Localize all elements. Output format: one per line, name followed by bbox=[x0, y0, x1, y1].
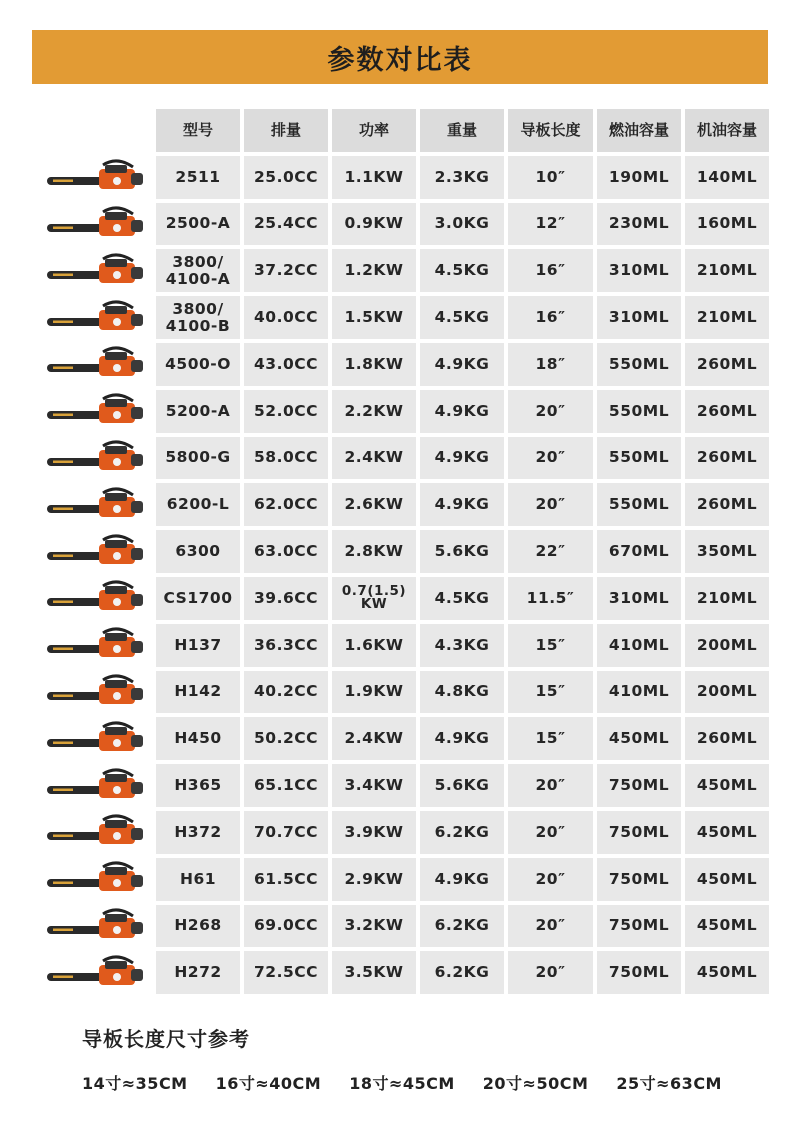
cell-fuel-capacity: 750ML bbox=[597, 858, 681, 901]
product-image bbox=[38, 296, 152, 339]
cell-displacement: 61.5CC bbox=[244, 858, 328, 901]
cell-fuel-capacity: 230ML bbox=[597, 203, 681, 246]
reference-item: 14寸≈35CM bbox=[82, 1074, 188, 1093]
cell-oil-capacity: 210ML bbox=[685, 577, 769, 620]
cell-oil-capacity: 260ML bbox=[685, 717, 769, 760]
cell-oil-capacity: 210ML bbox=[685, 296, 769, 339]
cell-bar-length: 20″ bbox=[508, 905, 593, 948]
cell-displacement: 58.0CC bbox=[244, 437, 328, 480]
cell-weight: 6.2KG bbox=[420, 905, 504, 948]
cell-power: 0.9KW bbox=[332, 203, 416, 246]
cell-bar-length: 18″ bbox=[508, 343, 593, 386]
cell-fuel-capacity: 550ML bbox=[597, 483, 681, 526]
cell-weight: 2.3KG bbox=[420, 156, 504, 199]
header-oil-capacity: 机油容量 bbox=[685, 109, 769, 152]
cell-bar-length: 16″ bbox=[508, 249, 593, 292]
title-banner bbox=[32, 30, 768, 84]
cell-model bbox=[156, 296, 240, 339]
cell-power: 2.4KW bbox=[332, 437, 416, 480]
cell-weight: 4.8KG bbox=[420, 671, 504, 714]
cell-model: H450 bbox=[156, 717, 240, 760]
cell-oil-capacity: 200ML bbox=[685, 624, 769, 667]
product-image bbox=[38, 249, 152, 292]
reference-item: 16寸≈40CM bbox=[215, 1074, 322, 1093]
chainsaw-icon bbox=[43, 438, 147, 478]
cell-bar-length: 15″ bbox=[508, 671, 593, 714]
cell-model: 5200-A bbox=[156, 390, 240, 433]
cell-power: 1.5KW bbox=[332, 296, 416, 339]
chainsaw-icon bbox=[43, 157, 147, 197]
model-name-line: 3800/ bbox=[172, 299, 224, 318]
cell-bar-length: 12″ bbox=[508, 203, 593, 246]
cell-weight: 4.9KG bbox=[420, 390, 504, 433]
cell-fuel-capacity: 450ML bbox=[597, 717, 681, 760]
cell-displacement: 25.4CC bbox=[244, 203, 328, 246]
cell-model: H268 bbox=[156, 905, 240, 948]
cell-displacement: 40.0CC bbox=[244, 296, 328, 339]
cell-bar-length: 16″ bbox=[508, 296, 593, 339]
reference-item: 20寸≈50CM bbox=[482, 1074, 589, 1093]
cell-displacement: 70.7CC bbox=[244, 811, 328, 854]
reference-item: 25寸≈63CM bbox=[616, 1074, 722, 1093]
product-image bbox=[38, 390, 152, 433]
cell-oil-capacity: 200ML bbox=[685, 671, 769, 714]
product-image bbox=[38, 343, 152, 386]
bar-length-reference-title: 导板长度尺寸参考 bbox=[82, 1027, 250, 1051]
cell-oil-capacity: 450ML bbox=[685, 764, 769, 807]
cell-model: 2500-A bbox=[156, 203, 240, 246]
cell-oil-capacity: 260ML bbox=[685, 483, 769, 526]
chainsaw-icon bbox=[43, 485, 147, 525]
cell-weight: 4.9KG bbox=[420, 437, 504, 480]
cell-oil-capacity: 260ML bbox=[685, 343, 769, 386]
cell-weight: 4.9KG bbox=[420, 343, 504, 386]
cell-model: H142 bbox=[156, 671, 240, 714]
cell-displacement: 72.5CC bbox=[244, 951, 328, 994]
cell-bar-length: 11.5″ bbox=[508, 577, 593, 620]
cell-model: H272 bbox=[156, 951, 240, 994]
cell-power: 1.8KW bbox=[332, 343, 416, 386]
cell-bar-length: 20″ bbox=[508, 858, 593, 901]
cell-displacement: 39.6CC bbox=[244, 577, 328, 620]
cell-model: 6200-L bbox=[156, 483, 240, 526]
cell-weight: 4.9KG bbox=[420, 858, 504, 901]
power-stack bbox=[342, 585, 406, 611]
cell-power: 3.5KW bbox=[332, 951, 416, 994]
cell-weight: 4.9KG bbox=[420, 717, 504, 760]
cell-oil-capacity: 260ML bbox=[685, 390, 769, 433]
model-name-stack bbox=[166, 301, 230, 335]
cell-oil-capacity: 140ML bbox=[685, 156, 769, 199]
product-image bbox=[38, 858, 152, 901]
cell-power: 2.6KW bbox=[332, 483, 416, 526]
cell-weight: 3.0KG bbox=[420, 203, 504, 246]
cell-bar-length: 20″ bbox=[508, 811, 593, 854]
header-bar-length: 导板长度 bbox=[508, 109, 593, 152]
cell-fuel-capacity: 310ML bbox=[597, 577, 681, 620]
header-fuel-capacity: 燃油容量 bbox=[597, 109, 681, 152]
cell-power: 1.9KW bbox=[332, 671, 416, 714]
chainsaw-icon bbox=[43, 625, 147, 665]
cell-weight: 4.3KG bbox=[420, 624, 504, 667]
bar-length-reference-list bbox=[82, 1071, 722, 1094]
cell-fuel-capacity: 410ML bbox=[597, 624, 681, 667]
cell-fuel-capacity: 410ML bbox=[597, 671, 681, 714]
cell-model: 2511 bbox=[156, 156, 240, 199]
cell-fuel-capacity: 750ML bbox=[597, 811, 681, 854]
cell-bar-length: 20″ bbox=[508, 390, 593, 433]
cell-displacement: 65.1CC bbox=[244, 764, 328, 807]
cell-power: 3.2KW bbox=[332, 905, 416, 948]
cell-model: 6300 bbox=[156, 530, 240, 573]
product-image bbox=[38, 717, 152, 760]
chainsaw-icon bbox=[43, 859, 147, 899]
cell-fuel-capacity: 750ML bbox=[597, 764, 681, 807]
header-model: 型号 bbox=[156, 109, 240, 152]
cell-bar-length: 15″ bbox=[508, 624, 593, 667]
cell-power: 2.9KW bbox=[332, 858, 416, 901]
cell-power: 2.8KW bbox=[332, 530, 416, 573]
cell-displacement: 63.0CC bbox=[244, 530, 328, 573]
chainsaw-icon bbox=[43, 578, 147, 618]
cell-fuel-capacity: 310ML bbox=[597, 249, 681, 292]
cell-power: 2.2KW bbox=[332, 390, 416, 433]
reference-item: 18寸≈45CM bbox=[349, 1074, 455, 1093]
cell-bar-length: 20″ bbox=[508, 764, 593, 807]
chainsaw-icon bbox=[43, 953, 147, 993]
cell-fuel-capacity: 550ML bbox=[597, 390, 681, 433]
cell-weight: 5.6KG bbox=[420, 764, 504, 807]
cell-displacement: 69.0CC bbox=[244, 905, 328, 948]
cell-model: 5800-G bbox=[156, 437, 240, 480]
spec-table bbox=[38, 109, 767, 994]
product-image bbox=[38, 905, 152, 948]
cell-fuel-capacity: 750ML bbox=[597, 951, 681, 994]
cell-displacement: 62.0CC bbox=[244, 483, 328, 526]
chainsaw-icon bbox=[43, 344, 147, 384]
cell-displacement: 43.0CC bbox=[244, 343, 328, 386]
cell-oil-capacity: 450ML bbox=[685, 811, 769, 854]
cell-oil-capacity: 260ML bbox=[685, 437, 769, 480]
chainsaw-icon bbox=[43, 766, 147, 806]
header-weight: 重量 bbox=[420, 109, 504, 152]
chainsaw-icon bbox=[43, 298, 147, 338]
cell-weight: 6.2KG bbox=[420, 811, 504, 854]
cell-displacement: 52.0CC bbox=[244, 390, 328, 433]
cell-weight: 4.5KG bbox=[420, 577, 504, 620]
product-image bbox=[38, 811, 152, 854]
cell-weight: 4.5KG bbox=[420, 296, 504, 339]
cell-displacement: 40.2CC bbox=[244, 671, 328, 714]
cell-power: 3.4KW bbox=[332, 764, 416, 807]
cell-model: H137 bbox=[156, 624, 240, 667]
cell-power: 3.9KW bbox=[332, 811, 416, 854]
chainsaw-icon bbox=[43, 719, 147, 759]
cell-model: H372 bbox=[156, 811, 240, 854]
cell-power bbox=[332, 577, 416, 620]
cell-model: H365 bbox=[156, 764, 240, 807]
cell-fuel-capacity: 670ML bbox=[597, 530, 681, 573]
product-image bbox=[38, 203, 152, 246]
header-power: 功率 bbox=[332, 109, 416, 152]
chainsaw-icon bbox=[43, 251, 147, 291]
cell-weight: 6.2KG bbox=[420, 951, 504, 994]
cell-displacement: 37.2CC bbox=[244, 249, 328, 292]
chainsaw-icon bbox=[43, 812, 147, 852]
power-line: 0.7(1.5) bbox=[341, 583, 407, 600]
product-image bbox=[38, 156, 152, 199]
cell-oil-capacity: 450ML bbox=[685, 905, 769, 948]
cell-bar-length: 15″ bbox=[508, 717, 593, 760]
chainsaw-icon bbox=[43, 391, 147, 431]
header-corner bbox=[38, 109, 152, 152]
cell-oil-capacity: 160ML bbox=[685, 203, 769, 246]
cell-model bbox=[156, 249, 240, 292]
cell-bar-length: 20″ bbox=[508, 437, 593, 480]
product-image bbox=[38, 530, 152, 573]
cell-power: 1.2KW bbox=[332, 249, 416, 292]
power-line: KW bbox=[360, 596, 388, 613]
page-title: 参数对比表 bbox=[327, 44, 473, 76]
product-image bbox=[38, 624, 152, 667]
cell-fuel-capacity: 550ML bbox=[597, 437, 681, 480]
cell-oil-capacity: 350ML bbox=[685, 530, 769, 573]
cell-displacement: 25.0CC bbox=[244, 156, 328, 199]
cell-fuel-capacity: 310ML bbox=[597, 296, 681, 339]
cell-power: 1.6KW bbox=[332, 624, 416, 667]
model-name-line: 4100-A bbox=[165, 269, 231, 288]
cell-bar-length: 20″ bbox=[508, 483, 593, 526]
cell-power: 2.4KW bbox=[332, 717, 416, 760]
cell-displacement: 36.3CC bbox=[244, 624, 328, 667]
model-name-line: 3800/ bbox=[172, 252, 224, 271]
product-image bbox=[38, 483, 152, 526]
cell-weight: 4.5KG bbox=[420, 249, 504, 292]
product-image bbox=[38, 671, 152, 714]
cell-model: 4500-O bbox=[156, 343, 240, 386]
cell-fuel-capacity: 550ML bbox=[597, 343, 681, 386]
cell-bar-length: 20″ bbox=[508, 951, 593, 994]
chainsaw-icon bbox=[43, 532, 147, 572]
product-image bbox=[38, 437, 152, 480]
product-image bbox=[38, 764, 152, 807]
cell-weight: 4.9KG bbox=[420, 483, 504, 526]
model-name-line: 4100-B bbox=[165, 316, 231, 335]
chainsaw-icon bbox=[43, 906, 147, 946]
cell-oil-capacity: 210ML bbox=[685, 249, 769, 292]
cell-oil-capacity: 450ML bbox=[685, 951, 769, 994]
chainsaw-icon bbox=[43, 672, 147, 712]
cell-oil-capacity: 450ML bbox=[685, 858, 769, 901]
product-image bbox=[38, 577, 152, 620]
cell-power: 1.1KW bbox=[332, 156, 416, 199]
cell-model: CS1700 bbox=[156, 577, 240, 620]
cell-displacement: 50.2CC bbox=[244, 717, 328, 760]
header-displacement: 排量 bbox=[244, 109, 328, 152]
cell-fuel-capacity: 750ML bbox=[597, 905, 681, 948]
cell-bar-length: 10″ bbox=[508, 156, 593, 199]
cell-weight: 5.6KG bbox=[420, 530, 504, 573]
cell-bar-length: 22″ bbox=[508, 530, 593, 573]
model-name-stack bbox=[166, 254, 231, 288]
product-image bbox=[38, 951, 152, 994]
cell-fuel-capacity: 190ML bbox=[597, 156, 681, 199]
cell-model: H61 bbox=[156, 858, 240, 901]
chainsaw-icon bbox=[43, 204, 147, 244]
